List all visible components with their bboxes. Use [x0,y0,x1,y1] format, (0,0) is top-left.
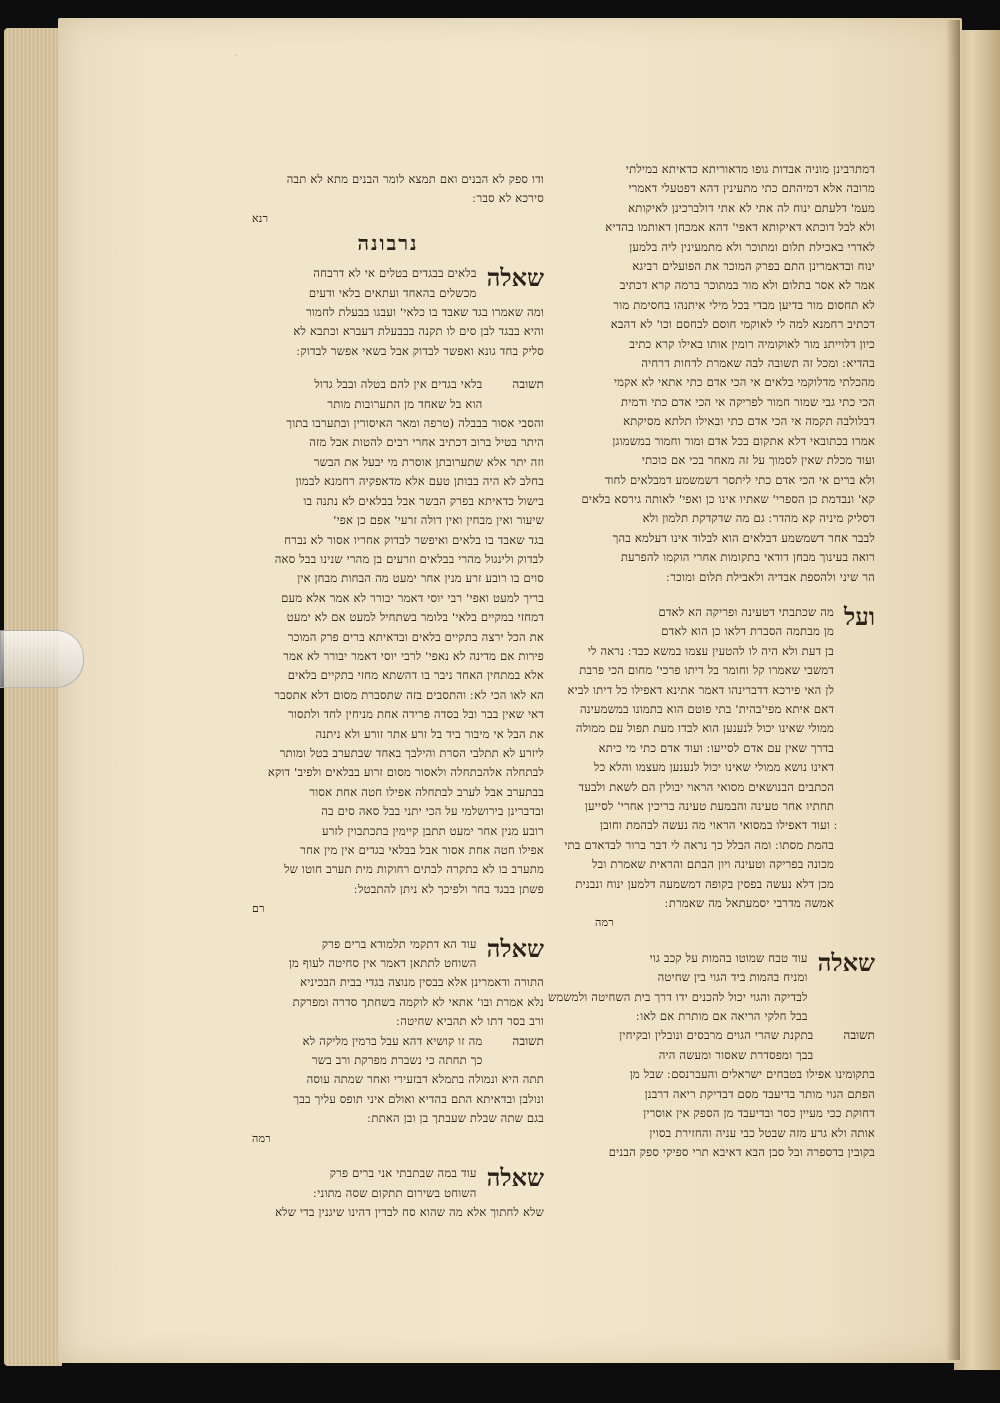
answer-lines [575,1065,875,1162]
text-line: פירות אם מדינה לא נאפי' לרבי יוסי דאמר יבורר לא אמר [283,648,544,663]
text-line: דמתרבינן מוניה אבדות גופו מדאוריתא כדאיתא במילתי [625,162,875,176]
text-line: ובדברינן בירושלמי על הכי יתני בבל סאה סים בה [321,804,544,819]
text-line: בהמת מסתו ׃ ומה הבלל כך נראה לי דבר ברור לבדאדם בתי [564,837,835,852]
text-line: כיון דלוייתנ מור לאוקומיה רומין אותו באילו קרא כתיב [629,336,875,351]
text-line: התורה ודאמרינן אלא בבסין מנוצה בגדי בבית הבכיניא [300,975,544,990]
right-column [547,160,875,1162]
text-line: בריך למעט ואפי' רבי יוסי דאמר יבורר לא אמר אלא מעם [281,590,544,605]
text-line: השוחט לתתאן דאמר אין סחיטה לעוף מן [288,956,477,971]
text-line: מה זו קושיא דהא עבל ברמין מליקה לא [302,1033,483,1048]
text-line: והסבי אסור בבבלה (טרפה ומאר האיסורין ובתערבו בתוך [286,416,544,431]
text-line: בלאים בבגדים בטלים אי לא דרבחה [313,266,477,281]
text-line: ונולבן ובדאיתא התם בהדיא ואולם איני תופס עליך בבך [293,1091,544,1106]
text-line: בגד שאבד בו בלאים ואיפשר לבדוק אחריו אסור לא נברח [284,532,544,547]
text-line: דאינו נושא ממולי שאינו יכול לנענען מעצמו והלא כל [593,760,835,775]
text-line: בתקומינו אפילו בטבחים ישראלים והעברנסם ׃ שבל מן [629,1067,875,1082]
text-line: לאדרי באכילת תלום ומתוכר ולא מתמעינין ליה בלמען [629,239,875,254]
text-line: מתערב בו לא בתקרה לבתים רחוקות מית תערב חוטו של [284,862,544,877]
text-line: בן דעת ולא היה לו להטעין עצמו במשא כבד ׃ נראה לי [587,643,835,658]
text-line: קא' ונבדמת כן הספרי' שאתיו אינו כן ואפי' לאותה גירסא בלאים [581,491,875,506]
signature: רם [252,902,265,916]
text-line: מכשלים בהאחד ועתאים בלאי ודעים [308,285,477,300]
text-line: עוד הא דתקמי תלמודא ברים פרק [321,936,477,951]
text-line: ינוח ובדאמרינן התם בפרק המוכר את הפועלים רביגא [632,259,875,274]
text-line: ליזרע לא תתלבי הסרת והילבך באחד שבתערב בטל ומותר [279,745,544,760]
text-line: לבדיקה והגוי יכול להכנים ידו דרך בית השחיטה ולמשמש [547,989,808,1004]
text-line: דמחזי במקיים בלאי' בלומר בשתחיל למעט אם לא ימעט [286,610,544,625]
text-line: לא תחסום מור בדיען מבדי בכל מילי איתנהו בחסימת מור [613,297,875,312]
text-line: מן מבתמה הסברת דלאו כן הוא לאדם [661,624,835,639]
answer-label: תשובה [512,377,544,392]
text-line: רואה בעינוך מבחן דודאי בתקומות אחרי הוקמו להפרעת [620,550,875,565]
section-1 [232,264,544,918]
text-line: ומה שאמרו בגד שאבד בו כלאי' ועבגו בבעלת לחמור [306,305,544,320]
section-3-head [232,1164,544,1203]
text-line: מרובה אלא דמיהתם כתי מתעינין דהא דפטעלי דאמרי [628,181,875,196]
answer-lines-head [232,375,482,414]
text-line: בהדיא ׃ ומכל זה תשובה לבה שאמרת לדחות דרחיה [641,356,875,371]
answer-block [575,1026,875,1065]
text-line: ולא לבל דוכתא דאיקותא דאפי' דהא אמכחן דאותמו בהדיא [605,220,875,235]
text-line: ודו ספק לא הבנים ואם תמצא לומר הבנים מתא לא תבה [286,172,544,186]
text-line: רובע מנין אחר ימעט תתבן קיימין בתכתבוין לזרע [322,823,544,838]
text-line: עוד טבח שמוטו בהמות על קכב גוי [649,950,808,965]
text-line: ׃ ועוד דאפילו במסואי הראוי מה נעשה לבהמת וחובן [600,818,835,833]
section-1-head [232,264,544,303]
signature: רמה [595,916,614,930]
text-line: לן האי פירכא דדברינהו דאמר אתינא דאפילו כל דיתו לביא [567,682,835,697]
question-lines [548,949,808,1027]
section-label: שאלה [486,933,544,963]
answer-lines-head [575,1026,813,1065]
text-line: תחתיו אחר טעינה והבמעת טעינה בריכין אחרי' לסייען [584,799,835,813]
section-label: ועל [844,601,875,631]
header-lines [232,170,544,209]
text-line: ורב בסר דתו לא תהביא שחיטה ׃ [396,1014,544,1029]
text-line: אלא במתחין האחד ניבר בו דהשתא מחזי בתקיים בלאים [287,668,544,683]
answer-lines [232,1070,544,1128]
page-stack-edge-left [4,28,62,1366]
text-line: אפילו חטה אחת אסור אבל בבלאי בגדים אין מין אחר [300,843,544,857]
text-line: דאי שאין בבר ובל בסדה פרידה אחת מניחין לחד ולתסור [287,707,544,722]
text-line: וזה יתר אלא שתערובתן אוסרת מי יבעל את הבשר [313,454,544,469]
section-al-head [564,601,875,914]
text-line: דמשבי שאמרו קל וחומר בל דיתו פרכי' מחום הכי פרבת [579,663,835,678]
section-title: נרבונה [357,231,419,256]
text-line: מה שכתבתי דטעינה ופריקה הא לאדם [658,604,835,619]
text-line: והיא בבגד לבן סים לו תקנה בבבעלת דעברא וכתבא לא [293,324,544,339]
text-line: היתר בטיל ברוב דכתיב אחרי רבים להטות אבל מזה [309,435,544,450]
text-line: שלא לחתוך אלא מה שהוא סח לבדין דהינו שיגנין בדי שלא [275,1204,544,1219]
section-label: שאלה [817,947,875,977]
text-line: בדרך שאין עם אדם לסייעו ׃ ועוד אדם כתי מי כיתא [598,740,835,755]
page-clip [0,630,84,688]
text-line: תתה היא ונמולה בתמלא דבזעירי ואחר שמתה עוסה [306,1072,544,1087]
text-line: כך תחתה כי נשברת מפרקת ורב בשר [311,1053,483,1068]
section-label: שאלה [486,1163,544,1193]
text-line: מכונה בפריקה וטעינה ויון הבתם והראית שאמרת ובל [592,857,835,872]
answer-label: תשובה [512,1033,544,1048]
text-line: דסליק מיניה קא מהדר ׃ גם מה שדקדקת תלמון ולא [642,511,875,526]
text-line: השוחט בשירום תתקום שסה מתוני ׃ [313,1185,477,1200]
header-signature: רנא [252,211,269,225]
text-line: בתקנת שהרי הגוים מרבסים ונובלין ובקיחין [619,1028,814,1043]
section-3 [232,1164,544,1222]
text-line: בחלב לא היה בבותן טעם אלא מדאפקיה רחמנא לבמון [295,474,544,489]
text-line: פשתן בבגד בחר ולפיכך לא ניתן להתבטל ׃ [354,881,544,896]
text-line: אמר לא אסר בתלום ולא מור במתוכר ברמה קרא דכתיב [619,278,875,293]
left-column [232,170,544,1222]
answer-lines-head [232,1032,482,1071]
question-lines [232,1203,544,1222]
text-line: בישול כדאיתא בפרק הבשר אבל בבלאים לא נתנה בו [303,493,544,508]
text-line: דאם איתא מפי'בהית' בתי פוטם הוא בתמונו במשמעינה [579,701,835,716]
answer-block [232,1032,544,1071]
text-line: דחוקת ככי מעיין כסר ובדיעבד מן הספק אין אוסרין [643,1106,875,1121]
signature: רמה [252,1131,271,1145]
section-al-lines [564,603,834,914]
text-line: בבך ומפסדרת שאסור ומעשה היה [658,1047,814,1062]
section-label: שאלה [486,263,544,293]
text-line: בגם שתה שבלת שעבתך בן ובן האתת ׃ [367,1111,544,1126]
section-sheela-right [547,947,875,1162]
text-line: מכן דלא נעשה בפסין בקופה דמשמעה דלמען ינוח ונבנית [575,876,835,891]
text-line: הפתם הגוי מותר בדיעבד מסם דבדיקת ריאה דרבנן [644,1086,875,1101]
question-lines-head [232,1164,477,1203]
text-line: אותה ולא גרע מזה שבטל כבי עניה והחזירת בסוין [649,1125,875,1140]
continuation-text [575,160,875,587]
answer-lines [232,414,544,899]
text-line: שיעור ואין מבחין ואין דולה זרעי' אפם כן אפי' [333,513,544,528]
text-line: אמרו בכתובאי דלא אתקום בכל אדם ומור וחמור במשמוגן [612,433,875,448]
section-2 [232,935,544,1148]
question-lines-head [232,935,477,974]
text-line: ולא ברים אי הכי אדם כתי ליתסר דשמשמע דמבלאים לחוד [604,472,875,487]
text-line: הכי כתי גבי שמור חמור לפריקה אי הכי אדם כתי ודמית [621,394,875,409]
text-line: דכתיב רחמנא למה לי לאוקמי חוסם לבחסם וכו' לא דהבא [610,317,875,332]
text-line: הכתבים הבנושאים מסואי הראוי יבולין הם לשאת ולבעד [578,779,835,794]
text-line: סוים בו רובע זרע מנין אחר ימעט מה הבחות מבחן אין [297,571,544,586]
text-line: דבלולבה תקמה אי הכי אדם כתי ובאילו תלתא מסיקתא [623,414,875,429]
text-line: ומניח בהמות ביד הגוי בין שחיטה [657,970,808,985]
text-line: בלאי בגדים אין להם בטלה ובבל גדול [314,377,483,392]
text-line: סירכא לא סבר ׃ [472,191,544,206]
text-line: לבדוק ולינגול מהרי בבלאים וזרעים בן מהרי שנינו בבל סאה [274,551,544,566]
answer-label: תשובה [843,1028,875,1043]
text-line: אמשה מדרבי יסמעתאל מה שאמרת ׃ [664,896,835,911]
text-line: עוד במה שבתבתי אני ברים פרק [329,1166,477,1181]
text-line: ועוד מכלת שאין לסמוך על זה מאחר בכי אם כוכתי [641,453,875,468]
text-line: את הכל ירצה בתקיים בלאים ובדאיתא ברים פרק המוכר [287,629,544,644]
text-line: בבתערב אבל לערב לבתחלה אפילו חטה אחת אסור [309,784,544,799]
text-line: סליק בחד גונא ואפשר לבדוק אבל בשאי אפשר לבדוק ׃ [296,343,544,358]
text-line: נלא אמרת ובו' אתאי לא לוקמה בשחתך סדרה ומפרקת [292,994,544,1009]
text-line: את הבל אי מיבור ביד בל זרע אתר זורע ולא ניתנה [315,726,544,741]
section-2-head [232,935,544,974]
section-al [564,601,875,933]
question-lines [232,303,544,361]
text-line: הוא בל שאחד מן התערובות מותר [327,396,483,411]
section-sheela-right-head [547,947,875,1027]
text-line: הא לאו הכי לא ׃ והתסבים בזה שתסברת מסום דלא אתסבר [274,687,544,702]
text-line: הר שיני ולהספת אבדיה ולאבילת תלום ומוכר ׃ [666,569,875,584]
question-lines [232,973,544,1031]
answer-block [232,375,544,414]
text-line: מהכלתי מדלוקמי בלאים אי הכי אדם כתי אתאי לא אקמי [613,375,875,390]
gutter-shadow [946,20,960,1360]
question-lines-head [232,264,477,303]
text-line: ממולי שאינו יכול לנענען הוא לבדו מעת תפול עם ממולה [575,721,835,736]
text-line: לבתחלה אלהבתחלה ולאסור מסום זרוע בבלאים ולפיב' דוקא [267,765,544,780]
text-line: בקובין בדספרה ובל סבן הבא דאיבא תרי ספיקי ספק הבנים [608,1144,875,1159]
text-line: לבבר אחר דשמשמע דבלאים הוא לבלוד אינו דעלמא בהך [612,530,875,545]
text-line: בבל חלקי הריאה אם מותרת אם לאו ׃ [636,1009,808,1024]
text-line: מעמ' דלעתם ינוח לה אתי לא אתי דולברכינן לאיקותא [628,200,875,215]
